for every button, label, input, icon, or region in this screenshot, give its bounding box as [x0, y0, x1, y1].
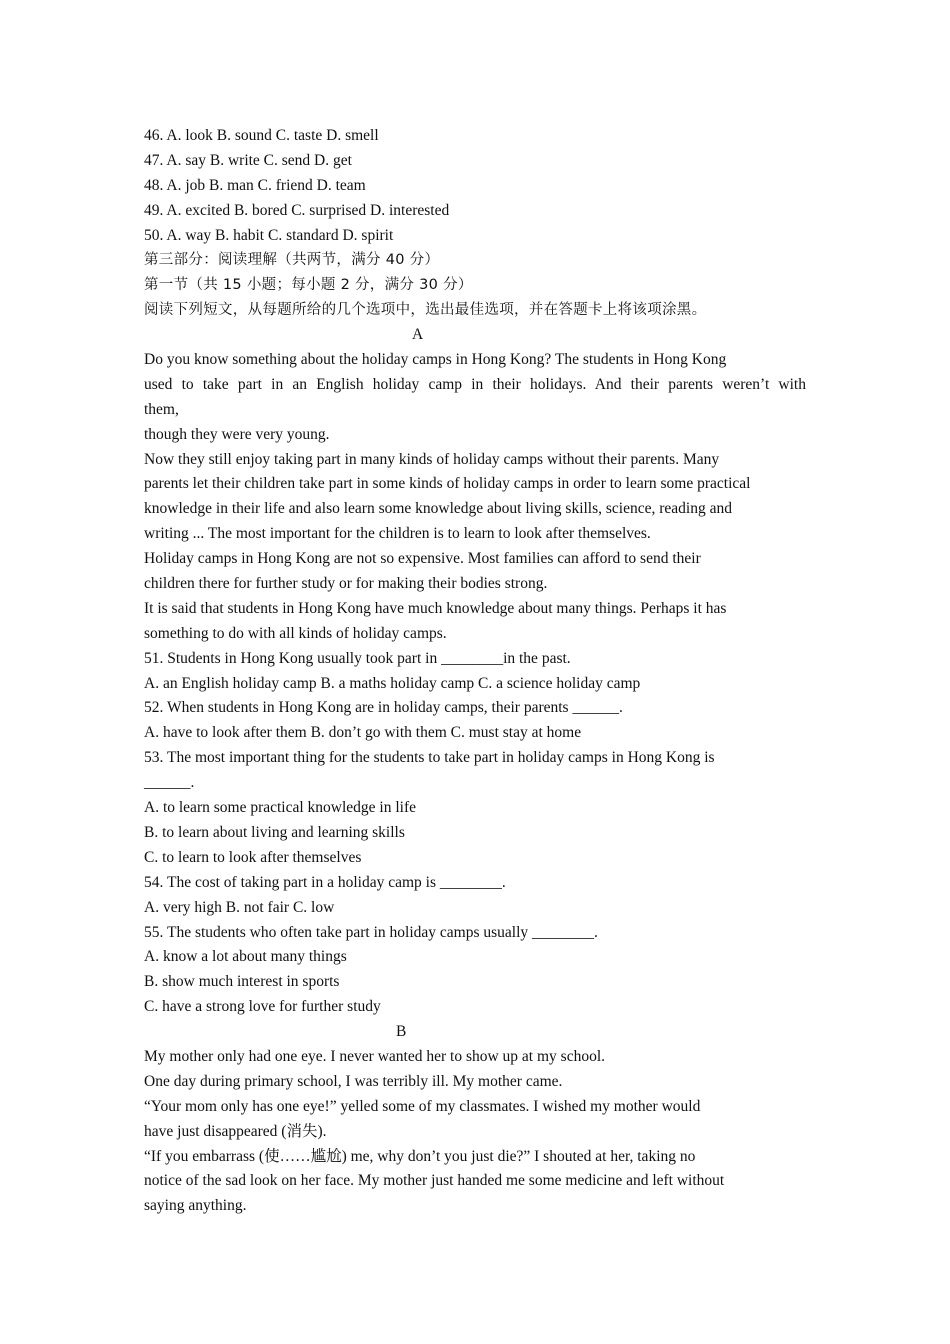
instructions: 阅读下列短文，从每题所给的几个选项中，选出最佳选项，并在答题卡上将该项涂黑。 [144, 302, 707, 319]
passage-b-line: saying anything. [144, 1197, 247, 1215]
part-heading: 第三部分：阅读理解（共两节，满分 40 分） [144, 252, 440, 269]
question-53: 53. The most important thing for the students to take part in holiday camps in Hong Kong is [144, 749, 715, 767]
question-53-option-a: A. to learn some practical knowledge in life [144, 799, 417, 817]
passage-a-line: Holiday camps in Hong Kong are not so expensive. Most families can afford to send their [144, 550, 701, 568]
question-55: 55. The students who often take part in holiday camps usually ________. [144, 923, 598, 941]
passage-a-line: children there for further study or for making their bodies strong. [144, 575, 548, 593]
passage-b [144, 1020, 806, 1219]
passage-b-line: My mother only had one eye. I never wanted her to show up at my school. [144, 1047, 606, 1065]
question-53-option-b: B. to learn about living and learning skills [144, 823, 405, 841]
passage-a-line: It is said that students in Hong Kong have much knowledge about many things. Perhaps it has [144, 599, 727, 617]
question-53-option-c: C. to learn to look after themselves [144, 848, 362, 866]
cloze-option-49: 49. A. excited B. bored C. surprised D. interested [144, 201, 450, 219]
question-51-options: A. an English holiday camp B. a maths holiday camp C. a science holiday camp [144, 674, 641, 692]
passage-a-title: A [412, 326, 424, 344]
section-header [144, 248, 806, 323]
passage-b-line: have just disappeared (消失). [144, 1122, 327, 1140]
passage-a-line: something to do with all kinds of holiday camps. [144, 624, 447, 642]
cloze-option-48: 48. A. job B. man C. friend D. team [144, 176, 366, 194]
question-55-option-b: B. show much interest in sports [144, 973, 340, 991]
question-54-options: A. very high B. not fair C. low [144, 898, 335, 916]
passage-b-line: notice of the sad look on her face. My mother just handed me some medicine and left without [144, 1172, 725, 1190]
cloze-option-47: 47. A. say B. write C. send D. get [144, 151, 352, 169]
question-54: 54. The cost of taking part in a holiday camp is ________. [144, 873, 506, 891]
passage-a-line: writing ... The most important for the children is to learn to look after themselves. [144, 525, 651, 543]
passage-a-line: them, [144, 400, 179, 418]
question-52: 52. When students in Hong Kong are in holiday camps, their parents ______. [144, 699, 623, 717]
question-53-blank: ______. [144, 774, 195, 792]
exam-page [144, 124, 806, 1219]
section-heading: 第一节（共 15 小题；每小题 2 分，满分 30 分） [144, 277, 473, 294]
question-52-options: A. have to look after them B. don’t go with them C. must stay at home [144, 724, 582, 742]
passage-a-line: Do you know something about the holiday camps in Hong Kong? The students in Hong Kong [144, 351, 727, 369]
passage-a-line: used to take part in an English holiday camp in their holidays. And their parents weren’t with [144, 375, 806, 393]
passage-a-line: though they were very young. [144, 425, 330, 443]
questions-51-55 [144, 647, 806, 1020]
cloze-option-46: 46. A. look B. sound C. taste D. smell [144, 127, 379, 144]
question-55-option-c: C. have a strong love for further study [144, 998, 381, 1016]
passage-a-line: Now they still enjoy taking part in many kinds of holiday camps without their parents. Many [144, 450, 720, 468]
passage-b-line: “Your mom only has one eye!” yelled some of my classmates. I wished my mother would [144, 1097, 701, 1115]
passage-a-line: knowledge in their life and also learn some knowledge about living skills, science, reading and [144, 500, 732, 518]
passage-b-line: One day during primary school, I was terribly ill. My mother came. [144, 1072, 563, 1090]
passage-a-line: parents let their children take part in some kinds of holiday camps in order to learn some practical [144, 475, 751, 493]
passage-a [144, 323, 806, 647]
cloze-option-50: 50. A. way B. habit C. standard D. spirit [144, 226, 394, 244]
passage-b-title: B [396, 1023, 407, 1041]
passage-b-line: “If you embarrass (使……尴尬) me, why don’t you just die?” I shouted at her, taking no [144, 1147, 696, 1165]
question-51: 51. Students in Hong Kong usually took part in ________in the past. [144, 649, 571, 667]
question-55-option-a: A. know a lot about many things [144, 948, 347, 966]
cloze-options [144, 124, 806, 248]
